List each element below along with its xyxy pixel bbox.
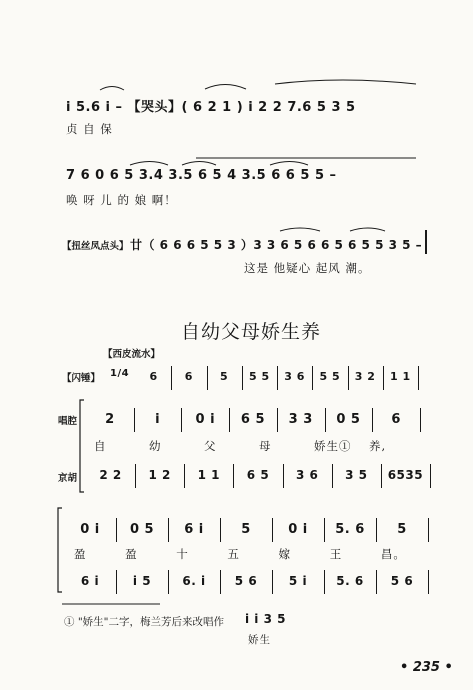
lyric-4: 娇生① bbox=[314, 439, 352, 453]
intro-meter: 1/4 bbox=[110, 368, 130, 379]
intro-label: 【闪锤】 bbox=[62, 373, 101, 384]
lyric-2: 父 bbox=[204, 439, 217, 453]
jinghu-cell-1: 1 2 bbox=[148, 468, 171, 482]
vocal2-cell-5: 5. 6 bbox=[335, 522, 365, 537]
lyric-3: 母 bbox=[259, 439, 272, 453]
lyric2-1: 盈 bbox=[125, 547, 138, 561]
jinghu-cell-3: 6 5 bbox=[246, 468, 270, 482]
lyric-0: 自 bbox=[94, 439, 107, 453]
phrase3-lyrics: 这是 他疑心 起风 潮。 bbox=[244, 261, 371, 275]
lyric2-6: 昌。 bbox=[380, 547, 406, 561]
intro-cell-6: 3 2 bbox=[354, 370, 376, 383]
section-title: 自幼父母娇生养 bbox=[181, 321, 322, 343]
vocal-label: 唱腔 bbox=[58, 416, 78, 427]
mode-label: 【西皮流水】 bbox=[103, 349, 161, 360]
jinghu2-cell-0: 6 i bbox=[80, 574, 100, 588]
footnote-text: ① "娇生"二字，梅兰芳后来改唱作 bbox=[64, 616, 224, 628]
intro-cell-0: 6 bbox=[149, 370, 158, 383]
vocal-cell-1: i bbox=[155, 412, 161, 427]
vocal2-cell-2: 6 i bbox=[184, 522, 204, 537]
jinghu2-cell-1: i 5 bbox=[132, 574, 152, 588]
vocal-cell-0: 2 bbox=[105, 412, 115, 427]
vocal2-cell-6: 5 bbox=[397, 522, 407, 537]
lyric2-5: 王 bbox=[329, 547, 343, 561]
vocal-cell-3: 6 5 bbox=[240, 412, 266, 427]
phrase1-lyrics: 贞 自 保 bbox=[66, 122, 113, 136]
phrase1-notes: i 5.6 i – 【哭头】( 6 2 1 ) i 2 2 7.6 5 3 5 bbox=[66, 100, 356, 115]
lyric2-3: 五 bbox=[227, 547, 240, 561]
lyric2-2: 十 bbox=[176, 547, 189, 561]
jinghu2-cell-4: 5 i bbox=[288, 574, 308, 588]
footnote-notes: i i 3 5 bbox=[245, 612, 286, 626]
vocal-cell-5: 0 5 bbox=[336, 412, 361, 427]
jinghu2-cell-2: 6. i bbox=[182, 574, 206, 588]
vocal2-cell-0: 0 i bbox=[80, 522, 100, 537]
intro-cell-5: 5 5 bbox=[319, 370, 341, 383]
jinghu-cell-6: 6535 bbox=[387, 468, 424, 482]
intro-cell-4: 3 6 bbox=[284, 370, 305, 383]
phrase2-lyrics: 唤 呀 儿 的 娘 啊！ bbox=[66, 193, 177, 207]
lyric-1: 幼 bbox=[149, 439, 162, 453]
jinghu-cell-2: 1 1 bbox=[197, 468, 221, 482]
intro-cell-3: 5 5 bbox=[249, 370, 270, 383]
intro-cell-1: 6 bbox=[184, 370, 193, 383]
jinghu2-cell-3: 5 6 bbox=[234, 574, 258, 588]
jinghu-cell-4: 3 6 bbox=[295, 468, 319, 482]
vocal-cell-4: 3 3 bbox=[288, 412, 313, 427]
vocal-cell-2: 0 i bbox=[195, 412, 216, 427]
lyric2-4: 嫁 bbox=[278, 547, 292, 561]
jinghu-label: 京胡 bbox=[58, 473, 78, 484]
intro-cell-2: 5 bbox=[220, 370, 229, 383]
jinghu2-cell-5: 5. 6 bbox=[336, 574, 364, 588]
vocal2-cell-3: 5 bbox=[241, 522, 251, 537]
phrase2-notes: 7 6 0 6 5 3.4 3.5 6 5 4 3.5 6 6 5 5 – bbox=[66, 168, 337, 183]
page-number: • 235 • bbox=[400, 660, 453, 675]
phrase3-notes: 廿（ 6 6 6 5 5 3 ）3 3 6 5 6 6 5 6 5 5 3 5 – bbox=[130, 238, 423, 252]
vocal2-cell-1: 0 5 bbox=[129, 522, 155, 537]
vocal-cell-6: 6 bbox=[391, 412, 401, 427]
intro-cell-7: 1 1 bbox=[390, 370, 411, 383]
lyric-5: 养, bbox=[369, 439, 387, 453]
phrase3-label: 【扭丝凤点头】 bbox=[62, 241, 129, 252]
jinghu-cell-0: 2 2 bbox=[99, 468, 122, 482]
jinghu-cell-5: 3 5 bbox=[345, 468, 368, 482]
footnote-lyric: 娇生 bbox=[248, 634, 271, 646]
lyric2-0: 盈 bbox=[74, 547, 87, 561]
vocal2-cell-4: 0 i bbox=[288, 522, 308, 537]
jinghu2-cell-6: 5 6 bbox=[390, 574, 414, 588]
